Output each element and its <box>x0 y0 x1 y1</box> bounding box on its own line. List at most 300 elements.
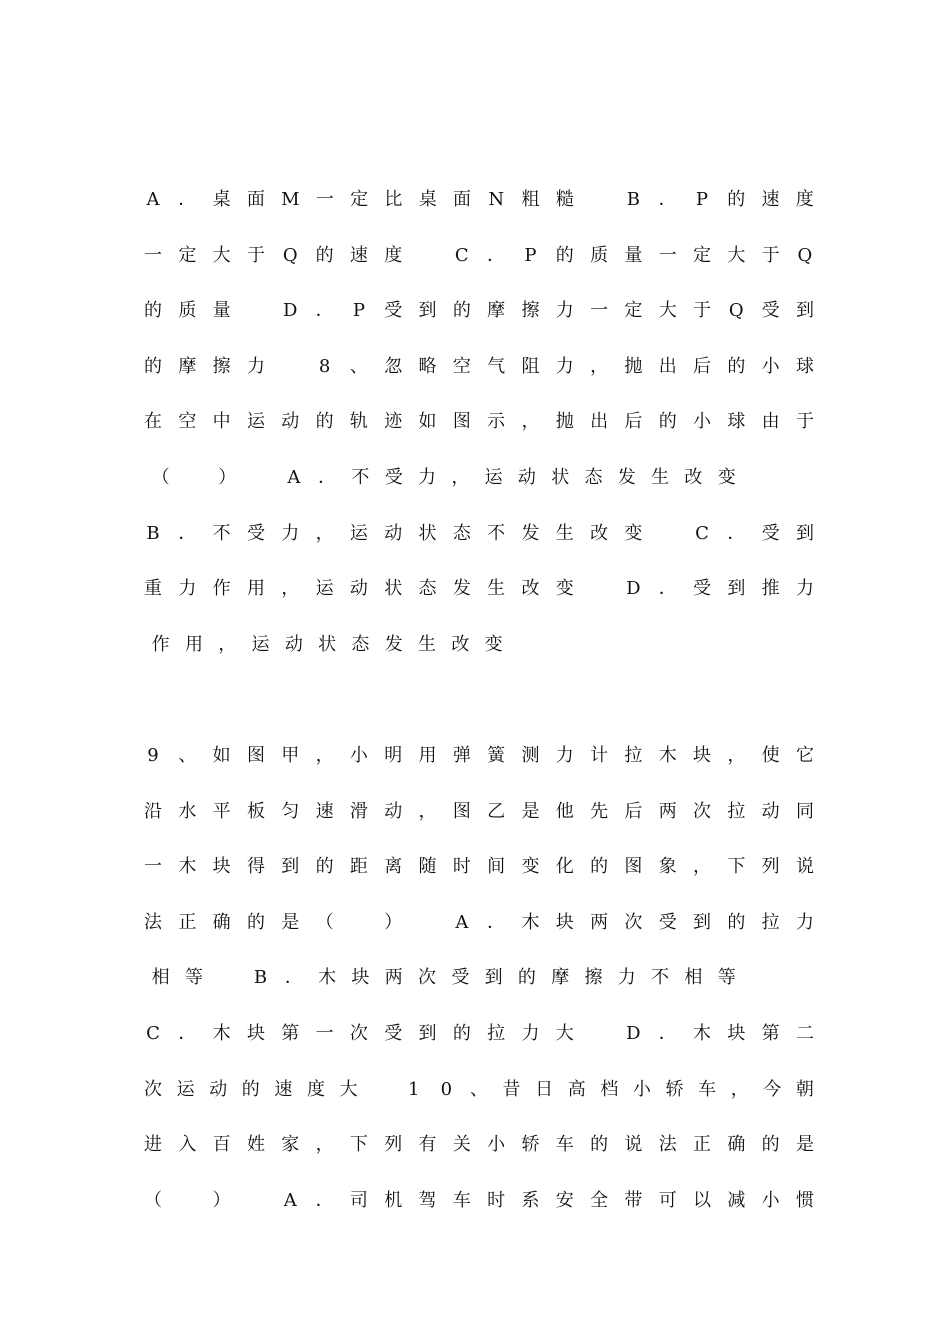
text-glyph: 测 <box>521 745 540 766</box>
text-glyph: Q <box>282 244 298 266</box>
text-glyph: 小 <box>632 1078 651 1100</box>
text-glyph: 一 <box>658 244 677 266</box>
text-glyph: 阻 <box>521 355 540 377</box>
text-glyph: 沿 <box>144 800 162 822</box>
text-glyph: 速 <box>349 244 368 266</box>
text-glyph: 定 <box>624 300 643 322</box>
text-glyph: 、 <box>469 1078 488 1100</box>
text-line <box>144 958 814 1014</box>
text-glyph <box>247 1181 265 1237</box>
text-glyph: 司 <box>349 1189 368 1211</box>
text-glyph: 轨 <box>349 411 368 433</box>
text-glyph: ， <box>418 800 437 822</box>
text-line <box>144 402 814 458</box>
text-glyph: 说 <box>795 856 814 878</box>
text-glyph: 小 <box>349 745 368 766</box>
text-glyph: 车 <box>452 1189 471 1211</box>
text-glyph: 簧 <box>487 745 506 766</box>
text-glyph: 下 <box>349 1134 368 1156</box>
text-glyph: 的 <box>452 300 471 322</box>
text-glyph: 忽 <box>384 355 403 377</box>
text-line <box>144 569 814 625</box>
text-glyph: ， <box>590 355 609 377</box>
text-glyph: 块 <box>351 967 370 989</box>
text-glyph: ． <box>487 911 506 933</box>
text-glyph: 惯 <box>795 1189 814 1211</box>
text-glyph: 速 <box>761 189 780 210</box>
text-glyph: 球 <box>727 411 746 433</box>
text-glyph: 正 <box>693 1134 711 1156</box>
text-glyph: 弹 <box>452 745 471 766</box>
text-glyph: 变 <box>717 466 736 488</box>
text-glyph: 用 <box>246 578 265 600</box>
text-line <box>144 1181 814 1237</box>
text-glyph: 量 <box>212 300 231 322</box>
text-glyph: 运 <box>484 466 503 488</box>
text-glyph: ． <box>284 967 303 989</box>
question-block-7-8 <box>144 180 814 680</box>
text-glyph: 状 <box>418 522 437 544</box>
text-glyph: 甲 <box>281 745 300 766</box>
text-glyph: 比 <box>384 189 403 210</box>
text-glyph: 板 <box>246 800 265 822</box>
text-glyph: 状 <box>384 578 403 600</box>
text-glyph: 带 <box>624 1189 643 1211</box>
text-glyph: 糙 <box>555 189 574 210</box>
text-glyph: 重 <box>144 578 162 600</box>
text-glyph: D <box>283 300 298 322</box>
text-glyph: 姓 <box>246 1134 265 1156</box>
text-glyph: D <box>626 1022 641 1044</box>
text-glyph <box>177 458 210 514</box>
text-glyph: 两 <box>590 911 609 933</box>
text-glyph: 摩 <box>178 355 197 377</box>
text-glyph: 力 <box>281 522 300 544</box>
text-glyph: 速 <box>274 1078 293 1100</box>
text-glyph: 出 <box>658 355 677 377</box>
text-glyph: 抛 <box>555 411 574 433</box>
text-glyph: 驾 <box>418 1189 437 1211</box>
text-glyph: ． <box>178 522 197 544</box>
text-glyph: 运 <box>349 522 368 544</box>
text-glyph: 两 <box>658 800 677 822</box>
text-glyph: 等 <box>184 967 203 989</box>
text-glyph: 度 <box>306 1078 325 1100</box>
text-glyph: A <box>146 189 160 210</box>
text-glyph: 运 <box>251 633 270 655</box>
text-glyph: 8 <box>318 355 331 377</box>
text-glyph <box>281 347 299 403</box>
text-glyph: ． <box>178 1022 197 1044</box>
text-glyph: 块 <box>693 745 711 766</box>
text-glyph: 生 <box>487 578 506 600</box>
text-glyph: 状 <box>318 633 337 655</box>
text-glyph: 运 <box>176 1078 195 1100</box>
text-glyph: 次 <box>418 967 437 989</box>
text-glyph: 力 <box>178 578 197 600</box>
text-glyph: 块 <box>727 1022 746 1044</box>
text-glyph: 平 <box>212 800 231 822</box>
text-line <box>144 1070 814 1126</box>
text-glyph: 迹 <box>384 411 403 433</box>
text-glyph: 木 <box>658 745 677 766</box>
text-glyph: （ <box>144 1189 162 1211</box>
text-glyph: 态 <box>351 633 370 655</box>
text-glyph: 用 <box>418 745 437 766</box>
text-glyph: 次 <box>349 1022 368 1044</box>
text-glyph: 于 <box>693 300 711 322</box>
text-glyph: 图 <box>246 745 265 766</box>
text-line <box>144 903 814 959</box>
text-glyph: P <box>524 244 537 266</box>
text-glyph: 拉 <box>761 911 780 933</box>
text-glyph: 的 <box>590 856 609 878</box>
text-glyph: 态 <box>452 522 471 544</box>
text-glyph: 一 <box>315 189 334 210</box>
text-glyph: 到 <box>418 1022 437 1044</box>
text-glyph: 减 <box>727 1189 746 1211</box>
text-glyph: 他 <box>555 800 574 822</box>
text-glyph: 离 <box>384 856 403 878</box>
text-glyph: 一 <box>315 1022 334 1044</box>
text-glyph: 发 <box>521 522 540 544</box>
text-glyph: 动 <box>384 522 403 544</box>
text-glyph: 气 <box>487 355 506 377</box>
text-line <box>144 1125 814 1181</box>
text-glyph: 发 <box>384 633 403 655</box>
text-glyph: 以 <box>693 1189 711 1211</box>
text-glyph: 受 <box>384 466 403 488</box>
text-glyph: 先 <box>590 800 609 822</box>
text-glyph: 计 <box>590 745 609 766</box>
text-glyph: 大 <box>658 300 677 322</box>
text-glyph: 的 <box>315 856 334 878</box>
text-glyph: 大 <box>727 244 746 266</box>
text-glyph: 正 <box>178 911 197 933</box>
text-glyph: B <box>253 967 268 989</box>
text-glyph: 变 <box>484 633 503 655</box>
text-glyph: 定 <box>178 244 197 266</box>
text-glyph <box>590 569 608 625</box>
text-glyph: 受 <box>658 911 677 933</box>
text-glyph: 动 <box>761 800 780 822</box>
text-glyph: 运 <box>315 578 334 600</box>
text-glyph: 质 <box>590 244 609 266</box>
text-glyph: 日 <box>535 1078 554 1100</box>
text-glyph: ． <box>658 578 677 600</box>
text-glyph: ． <box>178 189 197 210</box>
text-glyph: 的 <box>144 300 162 322</box>
text-glyph: 时 <box>452 856 471 878</box>
text-glyph: 的 <box>452 1022 471 1044</box>
text-glyph <box>247 291 265 347</box>
text-glyph: ． <box>658 1022 677 1044</box>
text-glyph: 于 <box>246 244 265 266</box>
text-glyph: 的 <box>315 244 334 266</box>
text-glyph: 、 <box>349 355 368 377</box>
text-line <box>144 180 814 236</box>
text-glyph: 动 <box>517 466 536 488</box>
text-glyph: ． <box>318 466 337 488</box>
text-glyph: 受 <box>761 300 780 322</box>
text-line <box>144 736 814 792</box>
text-glyph: 小 <box>487 1134 506 1156</box>
text-line <box>144 625 814 681</box>
text-glyph: 滑 <box>349 800 368 822</box>
text-glyph: 力 <box>555 300 574 322</box>
text-glyph: 下 <box>727 856 746 878</box>
text-glyph: 大 <box>555 1022 574 1044</box>
text-glyph: 桌 <box>212 189 231 210</box>
text-glyph <box>372 1070 390 1126</box>
text-glyph: 作 <box>151 633 170 655</box>
text-glyph: 动 <box>349 578 368 600</box>
text-glyph: 是 <box>795 1134 814 1156</box>
text-glyph: 到 <box>795 300 814 322</box>
text-glyph: 0 <box>440 1078 453 1100</box>
text-glyph: 改 <box>590 522 609 544</box>
text-glyph: ， <box>218 633 237 655</box>
text-glyph: 它 <box>795 745 814 766</box>
text-glyph: 受 <box>693 578 711 600</box>
text-glyph: 是 <box>521 800 540 822</box>
text-glyph: 不 <box>651 967 670 989</box>
text-glyph: 的 <box>555 244 574 266</box>
text-glyph: B <box>626 189 640 210</box>
text-glyph: 1 <box>408 1078 420 1100</box>
question-block-9-10 <box>144 736 814 1236</box>
text-glyph: A <box>287 466 301 488</box>
text-glyph: 动 <box>284 633 303 655</box>
text-glyph: （ <box>315 911 334 933</box>
text-glyph: 空 <box>452 355 471 377</box>
text-glyph: 档 <box>600 1078 619 1100</box>
text-glyph: 生 <box>418 633 437 655</box>
text-glyph: 力 <box>617 967 636 989</box>
text-glyph <box>590 180 608 236</box>
text-glyph: 安 <box>555 1189 574 1211</box>
text-glyph: A <box>455 911 469 933</box>
text-glyph: 改 <box>684 466 703 488</box>
text-glyph: 拉 <box>727 800 746 822</box>
text-glyph: 受 <box>246 522 265 544</box>
text-glyph: 后 <box>624 800 643 822</box>
text-glyph: 大 <box>339 1078 358 1100</box>
text-glyph: 后 <box>624 411 643 433</box>
text-glyph: 到 <box>281 856 300 878</box>
text-glyph: N <box>488 189 505 210</box>
text-glyph <box>178 1181 196 1237</box>
text-glyph: B <box>146 522 160 544</box>
text-glyph: 的 <box>761 1134 780 1156</box>
text-glyph: ． <box>315 1189 334 1211</box>
text-glyph: 球 <box>795 355 814 377</box>
text-glyph: 后 <box>693 355 711 377</box>
text-glyph: 一 <box>144 244 162 266</box>
text-glyph: 的 <box>727 355 746 377</box>
text-glyph: 在 <box>144 411 162 433</box>
text-glyph: ， <box>315 522 334 544</box>
text-glyph: 拉 <box>624 745 643 766</box>
text-glyph: 面 <box>246 189 265 210</box>
text-glyph: 列 <box>761 856 780 878</box>
text-glyph: 变 <box>624 522 643 544</box>
text-glyph: 进 <box>144 1134 162 1156</box>
text-glyph: 改 <box>451 633 470 655</box>
text-glyph: 小 <box>761 355 780 377</box>
text-glyph: ） <box>212 1189 231 1211</box>
text-glyph: 今 <box>763 1078 782 1100</box>
text-glyph: 间 <box>487 856 506 878</box>
text-glyph: 推 <box>761 578 780 600</box>
text-glyph: 系 <box>521 1189 540 1211</box>
text-glyph: 相 <box>684 967 703 989</box>
text-glyph: 力 <box>246 355 265 377</box>
text-glyph: 的 <box>727 189 746 210</box>
text-glyph: 态 <box>418 578 437 600</box>
text-glyph: 粗 <box>521 189 540 210</box>
text-glyph: 确 <box>212 911 231 933</box>
text-glyph: 家 <box>281 1134 300 1156</box>
text-glyph: 质 <box>178 300 197 322</box>
text-glyph: 块 <box>246 1022 265 1044</box>
text-glyph: 定 <box>350 189 369 210</box>
text-glyph: ． <box>315 300 334 322</box>
text-glyph: ， <box>315 1134 334 1156</box>
text-glyph: 的 <box>658 411 677 433</box>
text-glyph: 度 <box>384 244 403 266</box>
text-glyph: 速 <box>315 800 334 822</box>
text-glyph <box>590 1014 608 1070</box>
text-glyph <box>350 903 368 959</box>
text-glyph: ， <box>315 745 334 766</box>
text-glyph: 有 <box>418 1134 437 1156</box>
text-glyph: 入 <box>178 1134 197 1156</box>
text-glyph: ， <box>451 466 470 488</box>
text-glyph: 变 <box>521 856 540 878</box>
text-glyph: 如 <box>212 745 231 766</box>
text-glyph: 可 <box>658 1189 677 1211</box>
text-glyph: 9 <box>147 745 159 766</box>
text-glyph: 次 <box>693 800 711 822</box>
text-glyph: 明 <box>384 745 403 766</box>
text-glyph: 到 <box>727 578 746 600</box>
text-glyph: ） <box>384 911 403 933</box>
text-glyph: 一 <box>590 300 609 322</box>
text-glyph: 不 <box>351 466 370 488</box>
text-glyph: 到 <box>484 967 503 989</box>
text-glyph: 发 <box>452 578 471 600</box>
text-glyph <box>659 514 677 570</box>
text-glyph: 列 <box>384 1134 403 1156</box>
text-glyph: 面 <box>452 189 471 210</box>
text-glyph: 百 <box>212 1134 231 1156</box>
text-glyph: 第 <box>761 1022 780 1044</box>
text-glyph: 的 <box>315 411 334 433</box>
text-glyph: 桌 <box>418 189 437 210</box>
text-glyph: 动 <box>384 800 403 822</box>
text-glyph: ， <box>693 856 711 878</box>
text-glyph: 随 <box>418 856 437 878</box>
text-glyph: 第 <box>281 1022 300 1044</box>
text-line <box>144 847 814 903</box>
text-glyph: 于 <box>795 411 814 433</box>
text-glyph: 使 <box>761 745 780 766</box>
text-glyph: 化 <box>555 856 574 878</box>
text-line <box>144 347 814 403</box>
text-glyph: D <box>626 578 641 600</box>
text-glyph: 力 <box>795 578 814 600</box>
text-glyph: 如 <box>418 411 437 433</box>
text-glyph: 昔 <box>502 1078 521 1100</box>
text-glyph: 确 <box>727 1134 746 1156</box>
text-glyph: 图 <box>452 800 471 822</box>
text-glyph: 力 <box>555 745 574 766</box>
text-glyph: ． <box>487 244 506 266</box>
text-glyph: 是 <box>281 911 300 933</box>
text-glyph: （ <box>151 466 170 488</box>
text-glyph: Q <box>728 300 744 322</box>
text-line <box>144 514 814 570</box>
text-glyph: 不 <box>487 522 506 544</box>
text-glyph: 木 <box>212 1022 231 1044</box>
text-glyph: 摩 <box>487 300 506 322</box>
text-glyph: P <box>352 300 365 322</box>
text-glyph: 略 <box>418 355 437 377</box>
text-glyph: 轿 <box>665 1078 684 1100</box>
text-line <box>144 236 814 292</box>
text-line <box>144 458 814 514</box>
text-glyph: 态 <box>584 466 603 488</box>
text-glyph: 高 <box>567 1078 586 1100</box>
text-glyph: 小 <box>761 1189 780 1211</box>
text-glyph: 力 <box>418 466 437 488</box>
text-glyph: Q <box>797 244 813 266</box>
text-glyph: 空 <box>178 411 197 433</box>
text-line <box>144 792 814 848</box>
text-glyph: 状 <box>551 466 570 488</box>
text-glyph: 运 <box>246 411 265 433</box>
text-glyph: 、 <box>178 745 197 766</box>
text-glyph: 次 <box>624 911 643 933</box>
text-glyph: 力 <box>555 355 574 377</box>
text-glyph: 生 <box>651 466 670 488</box>
text-glyph: 匀 <box>281 800 300 822</box>
text-glyph: 的 <box>590 1134 609 1156</box>
text-glyph: 的 <box>727 911 746 933</box>
text-glyph: C <box>146 1022 160 1044</box>
text-glyph: 机 <box>384 1189 403 1211</box>
text-line <box>144 1014 814 1070</box>
text-glyph: 两 <box>384 967 403 989</box>
text-glyph: 得 <box>246 856 265 878</box>
text-line <box>144 291 814 347</box>
text-glyph: ， <box>727 745 746 766</box>
text-glyph: 等 <box>717 967 736 989</box>
text-glyph: 相 <box>151 967 170 989</box>
text-glyph: 度 <box>795 189 814 210</box>
text-glyph: P <box>695 189 708 210</box>
text-glyph: 拉 <box>487 1022 506 1044</box>
text-glyph: 擦 <box>584 967 603 989</box>
text-glyph: 大 <box>212 244 231 266</box>
text-glyph: 到 <box>693 911 711 933</box>
text-glyph: 示 <box>487 411 506 433</box>
text-glyph: ． <box>727 522 746 544</box>
text-glyph: 块 <box>555 911 574 933</box>
text-glyph: 乙 <box>487 800 506 822</box>
text-glyph: 木 <box>318 967 337 989</box>
